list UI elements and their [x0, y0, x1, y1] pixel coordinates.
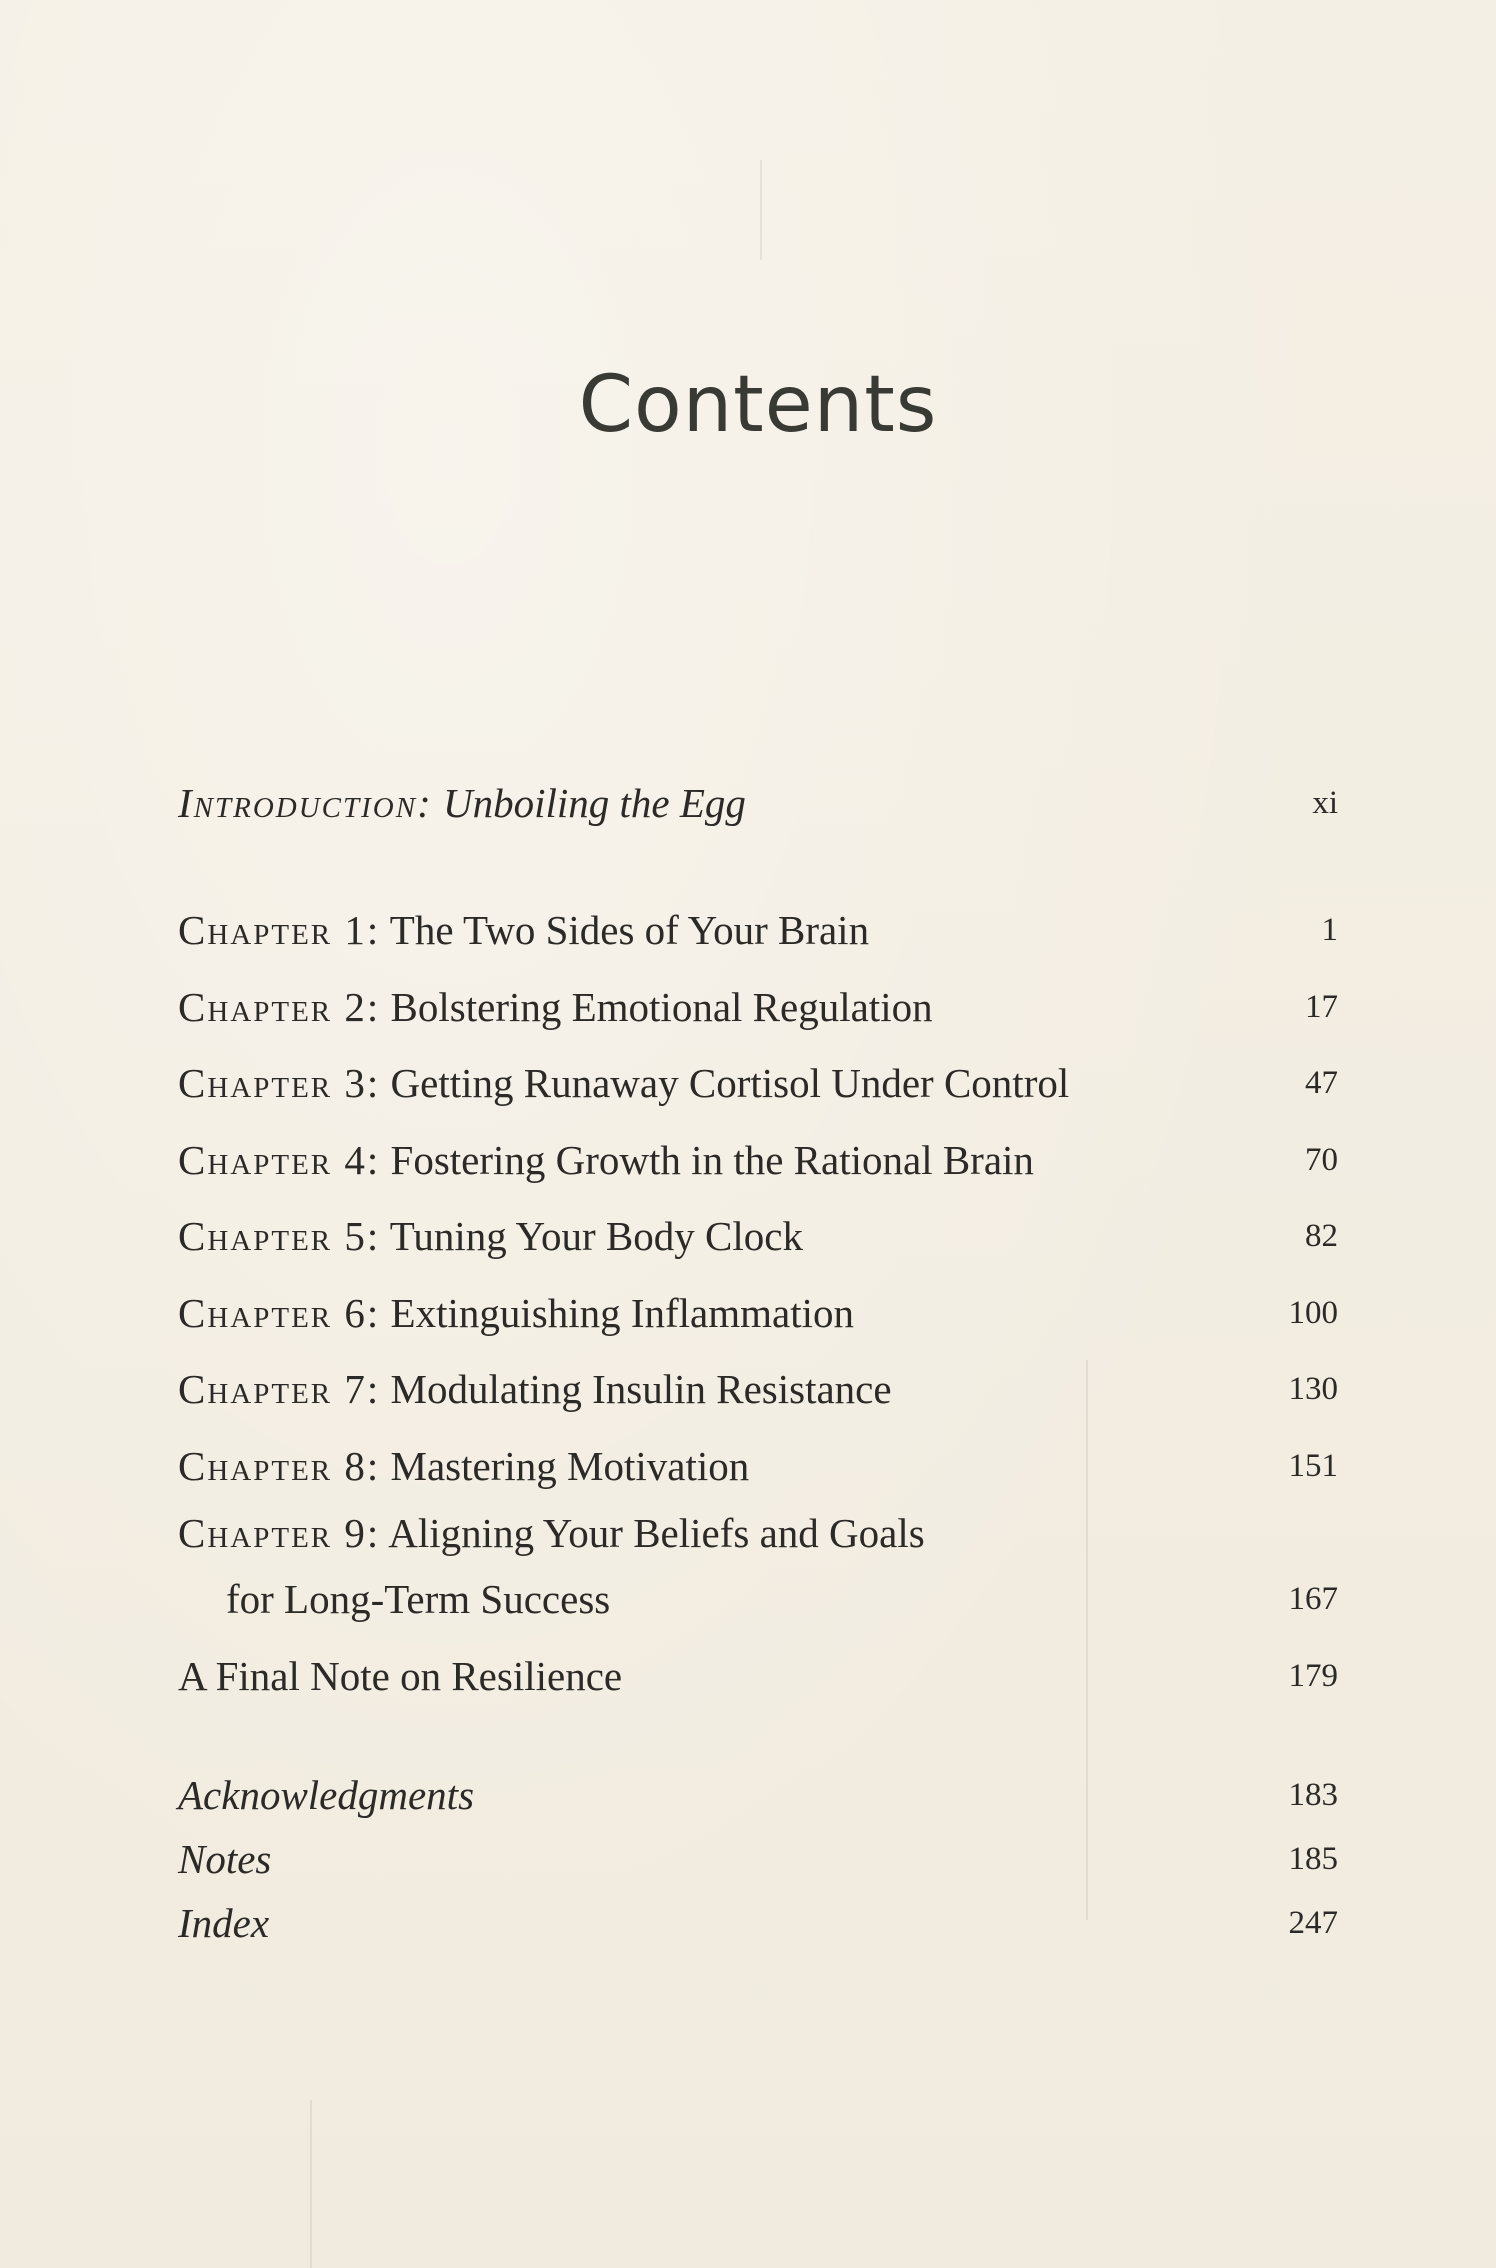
toc-entry-label	[178, 1211, 803, 1261]
chapter-prefix: Chapter 3:	[178, 1060, 381, 1106]
toc-entry-label	[178, 1364, 892, 1414]
paper-crease	[1086, 1360, 1088, 1920]
toc-page-number: 183	[1288, 1777, 1338, 1813]
toc-page-number: 130	[1288, 1371, 1338, 1407]
introduction-prefix: Introduction:	[178, 780, 433, 826]
chapter-title: Bolstering Emotional Regulation	[390, 984, 933, 1030]
chapter-title: Getting Runaway Cortisol Under Control	[390, 1060, 1070, 1106]
toc-entry-chapter-9[interactable]	[178, 1508, 1338, 1622]
toc-entry-label	[178, 1288, 854, 1338]
chapter-prefix: Chapter 6:	[178, 1290, 381, 1336]
back-matter-title: Index	[178, 1900, 270, 1946]
toc-page-number: 179	[1288, 1658, 1338, 1694]
chapter-title: Mastering Motivation	[390, 1443, 750, 1489]
toc-page-number: 247	[1288, 1905, 1338, 1941]
paper-crease	[310, 2100, 312, 2268]
toc-entry-label	[178, 1508, 925, 1558]
toc-page-number: 167	[1288, 1581, 1338, 1617]
toc-entry-label	[178, 1058, 1069, 1108]
chapter-title: Modulating Insulin Resistance	[390, 1366, 892, 1412]
chapter-prefix: Chapter 4:	[178, 1137, 381, 1183]
toc-page-number: 82	[1305, 1218, 1338, 1254]
back-matter-title: Acknowledgments	[178, 1772, 475, 1818]
introduction-title: Unboiling the Egg	[443, 780, 746, 826]
toc-page-number: 1	[1321, 912, 1338, 948]
toc-page-number: 47	[1305, 1065, 1338, 1101]
chapter-title: Aligning Your Beliefs and Goals	[388, 1510, 925, 1556]
toc-entry-label	[178, 982, 933, 1032]
toc-page-number: 17	[1305, 989, 1338, 1025]
paper-crease	[760, 160, 762, 260]
toc-page-number: 70	[1305, 1142, 1338, 1178]
chapter-prefix: Chapter 9:	[178, 1510, 381, 1556]
toc-entry-label	[178, 778, 746, 828]
contents-title: Contents	[578, 360, 938, 450]
toc-page-number: 151	[1288, 1448, 1338, 1484]
toc-page-number: 100	[1288, 1295, 1338, 1331]
chapter-prefix: Chapter 1:	[178, 907, 381, 953]
chapter-title: Tuning Your Body Clock	[389, 1213, 803, 1259]
chapter-prefix: Chapter 5:	[178, 1213, 381, 1259]
toc-entry-label	[178, 1441, 749, 1491]
toc-entry-label	[178, 1135, 1034, 1185]
chapter-title: The Two Sides of Your Brain	[389, 907, 870, 953]
toc-page-number: 185	[1288, 1841, 1338, 1877]
chapter-prefix: Chapter 2:	[178, 984, 381, 1030]
toc-page-number: xi	[1312, 785, 1338, 821]
chapter-title: Extinguishing Inflammation	[390, 1290, 855, 1336]
back-matter-title: Notes	[178, 1836, 272, 1882]
chapter-prefix: Chapter 8:	[178, 1443, 381, 1489]
final-note-title: A Final Note on Resilience	[178, 1653, 623, 1699]
chapter-title-continuation: for Long-Term Success	[226, 1576, 611, 1622]
toc-entry-label	[178, 905, 869, 955]
chapter-prefix: Chapter 7:	[178, 1366, 381, 1412]
chapter-title: Fostering Growth in the Rational Brain	[390, 1137, 1034, 1183]
